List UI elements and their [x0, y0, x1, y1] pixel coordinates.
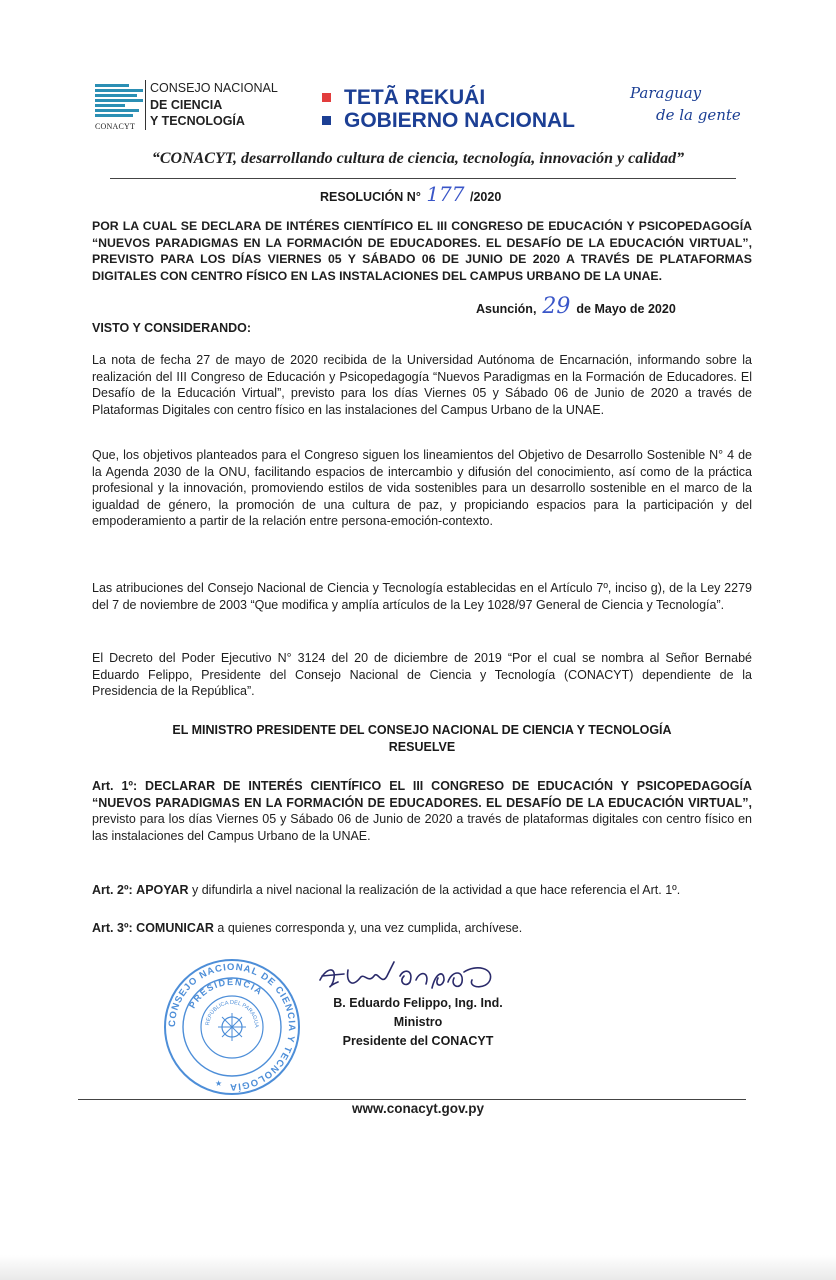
official-seal — [163, 958, 301, 1096]
paragraph-2: Que, los objetivos planteados para el Congreso siguen los lineamientos del Objetivo de Desarrollo Sostenible N° 4 de la Agenda 2030 de la ONU, facilitando espacios de intercambio y difusión del conocimiento, así como de la práctica profesional y la innovación, promoviendo estilos de vida sostenibles para un desarrollo sostenible en el marco de la igualdad de género, la promoción de una cultura de paz, y propiciando espacios para la participación y del empoderamiento a partir de la relación entre persona-emoción-contexto. — [92, 448, 752, 528]
signer-role: Ministro — [393, 1015, 443, 1029]
article-2-label: Art. 2º: — [92, 883, 133, 897]
paraguay-logo-line1: Paraguay — [630, 84, 702, 102]
conacyt-name-line2: DE CIENCIA — [150, 97, 223, 112]
paraguay-logo-line2: de la gente — [656, 106, 741, 124]
scan-page-edge — [0, 1255, 836, 1280]
place: Asunción, — [476, 302, 537, 316]
footer-website: www.conacyt.gov.py — [351, 1101, 485, 1116]
visto-heading: VISTO Y CONSIDERANDO: — [92, 321, 252, 335]
conacyt-name-line3: Y TECNOLOGÍA — [150, 114, 245, 128]
article-1 — [92, 778, 752, 844]
seal-star-icon: ★ — [215, 1079, 223, 1088]
resolution-year: /2020 — [470, 190, 502, 204]
signer-name: B. Eduardo Felippo, Ing. Ind. — [333, 996, 503, 1010]
conacyt-logo — [95, 80, 285, 136]
motto: “CONACYT, desarrollando cultura de ciencia, tecnología, innovación y calidad” — [151, 150, 685, 167]
article-2-text: y difundirla a nivel nacional la realización de la actividad a que hace referencia el Art. 1º. — [188, 883, 681, 897]
resolve-heading — [92, 722, 752, 756]
article-1-text: previsto para los días Viernes 05 y Sábado 06 de Junio de 2020 a través de plataformas digitales con centro físico en las instalaciones del Campus Urbano de la UNAE. — [92, 812, 752, 843]
article-2-bold: APOYAR — [136, 883, 189, 897]
article-3-bold: COMUNICAR — [136, 921, 214, 935]
resolve-heading-line2: RESUELVE — [388, 740, 456, 754]
gov-logo-line1: TETÃ REKUÁI — [344, 86, 486, 109]
handwritten-day: 29 — [542, 294, 571, 319]
place-date — [476, 294, 676, 319]
footer-divider — [78, 1099, 746, 1100]
article-2 — [92, 882, 752, 899]
article-1-label: Art. 1º: — [92, 779, 138, 793]
article-3-text: a quienes corresponda y, una vez cumplida, archívese. — [213, 921, 523, 935]
resolve-heading-line1: EL MINISTRO PRESIDENTE DEL CONSEJO NACIONAL DE CIENCIA Y TECNOLOGÍA — [172, 723, 672, 737]
red-square-icon — [322, 93, 331, 102]
header-divider — [110, 178, 736, 179]
article-3-label: Art. 3º: — [92, 921, 133, 935]
gobierno-nacional-logo — [322, 86, 575, 132]
document-title: POR LA CUAL SE DECLARA DE INTÉRES CIENTÍFICO EL III CONGRESO DE EDUCACIÓN Y PSICOPEDAGOGÍA “NUEVOS PARADIGMAS EN LA FORMACIÓN DE EDUCADORES. EL DESAFÍO DE LA EDUCACIÓN VIRTUAL”, PREVISTO PARA LOS DÍAS VIERNES 05 Y SÁBADO 06 DE JUNIO DE 2020 A TRAVÉS DE PLATAFORMAS DIGITALES CON CENTRO FÍSICO EN LAS INSTALACIONES DEL CAMPUS URBANO DE LA UNAE. — [92, 219, 752, 283]
paragraph-3: Las atribuciones del Consejo Nacional de Ciencia y Tecnología establecidas en el Artículo 7º, inciso g), de la Ley 2279 del 7 de noviembre de 2003 “Que modifica y amplía artículos de la Ley 1028/97 General de Ciencia y Tecnología”. — [92, 581, 752, 612]
resolution-prefix: RESOLUCIÓN N° — [320, 190, 421, 204]
blue-square-icon — [322, 116, 331, 125]
handwritten-resolution-number: 177 — [426, 182, 465, 206]
conacyt-name — [145, 80, 278, 130]
paraguay-de-la-gente-logo — [630, 82, 741, 126]
article-3 — [92, 920, 752, 937]
signer-title: Presidente del CONACYT — [342, 1034, 494, 1048]
month-year: de Mayo de 2020 — [576, 302, 676, 316]
paragraph-1: La nota de fecha 27 de mayo de 2020 recibida de la Universidad Autónoma de Encarnación, informando sobre la realización del III Congreso de Educación y Psicopedagogía “Nuevos Paradigmas en la Formación de Educadores. El Desafío de la Educación Virtual”, previsto para los días Viernes 05 y Sábado 06 de Junio de 2020 a través de Plataformas Digitales con centro físico en las instalaciones del Campus Urbano de la UNAE. — [92, 353, 752, 417]
paragraph-4: El Decreto del Poder Ejecutivo N° 3124 del 20 de diciembre de 2019 “Por el cual se nombra al Señor Bernabé Eduardo Felippo, Presidente del Consejo Nacional de Ciencia y Tecnología (CONACYT) dependiente de la Presidencia de la República”. — [92, 651, 752, 698]
handwritten-signature — [312, 958, 502, 996]
gov-logo-line2: GOBIERNO NACIONAL — [344, 109, 575, 132]
seal-inner-text: PRESIDENCIA — [186, 976, 265, 1011]
conacyt-name-line1: CONSEJO NACIONAL — [150, 81, 278, 95]
seal-center-text: REPÚBLICA DEL PARAGUA — [204, 999, 260, 1028]
conacyt-abbr: CONACYT — [95, 122, 136, 131]
signature-block — [318, 994, 518, 1051]
conacyt-stripes-icon — [95, 84, 143, 118]
resolution-number — [320, 182, 501, 206]
article-1-bold: DECLARAR DE INTERÉS CIENTÍFICO EL III CONGRESO DE EDUCACIÓN Y PSICOPEDAGOGÍA “NUEVOS PARADIGMAS EN LA FORMACIÓN DE EDUCADORES. EL DESAFÍO DE LA EDUCACIÓN VIRTUAL”, — [92, 779, 752, 810]
seal-outer-text: CONSEJO NACIONAL DE CIENCIA Y TECNOLOGÍA — [166, 961, 298, 1093]
